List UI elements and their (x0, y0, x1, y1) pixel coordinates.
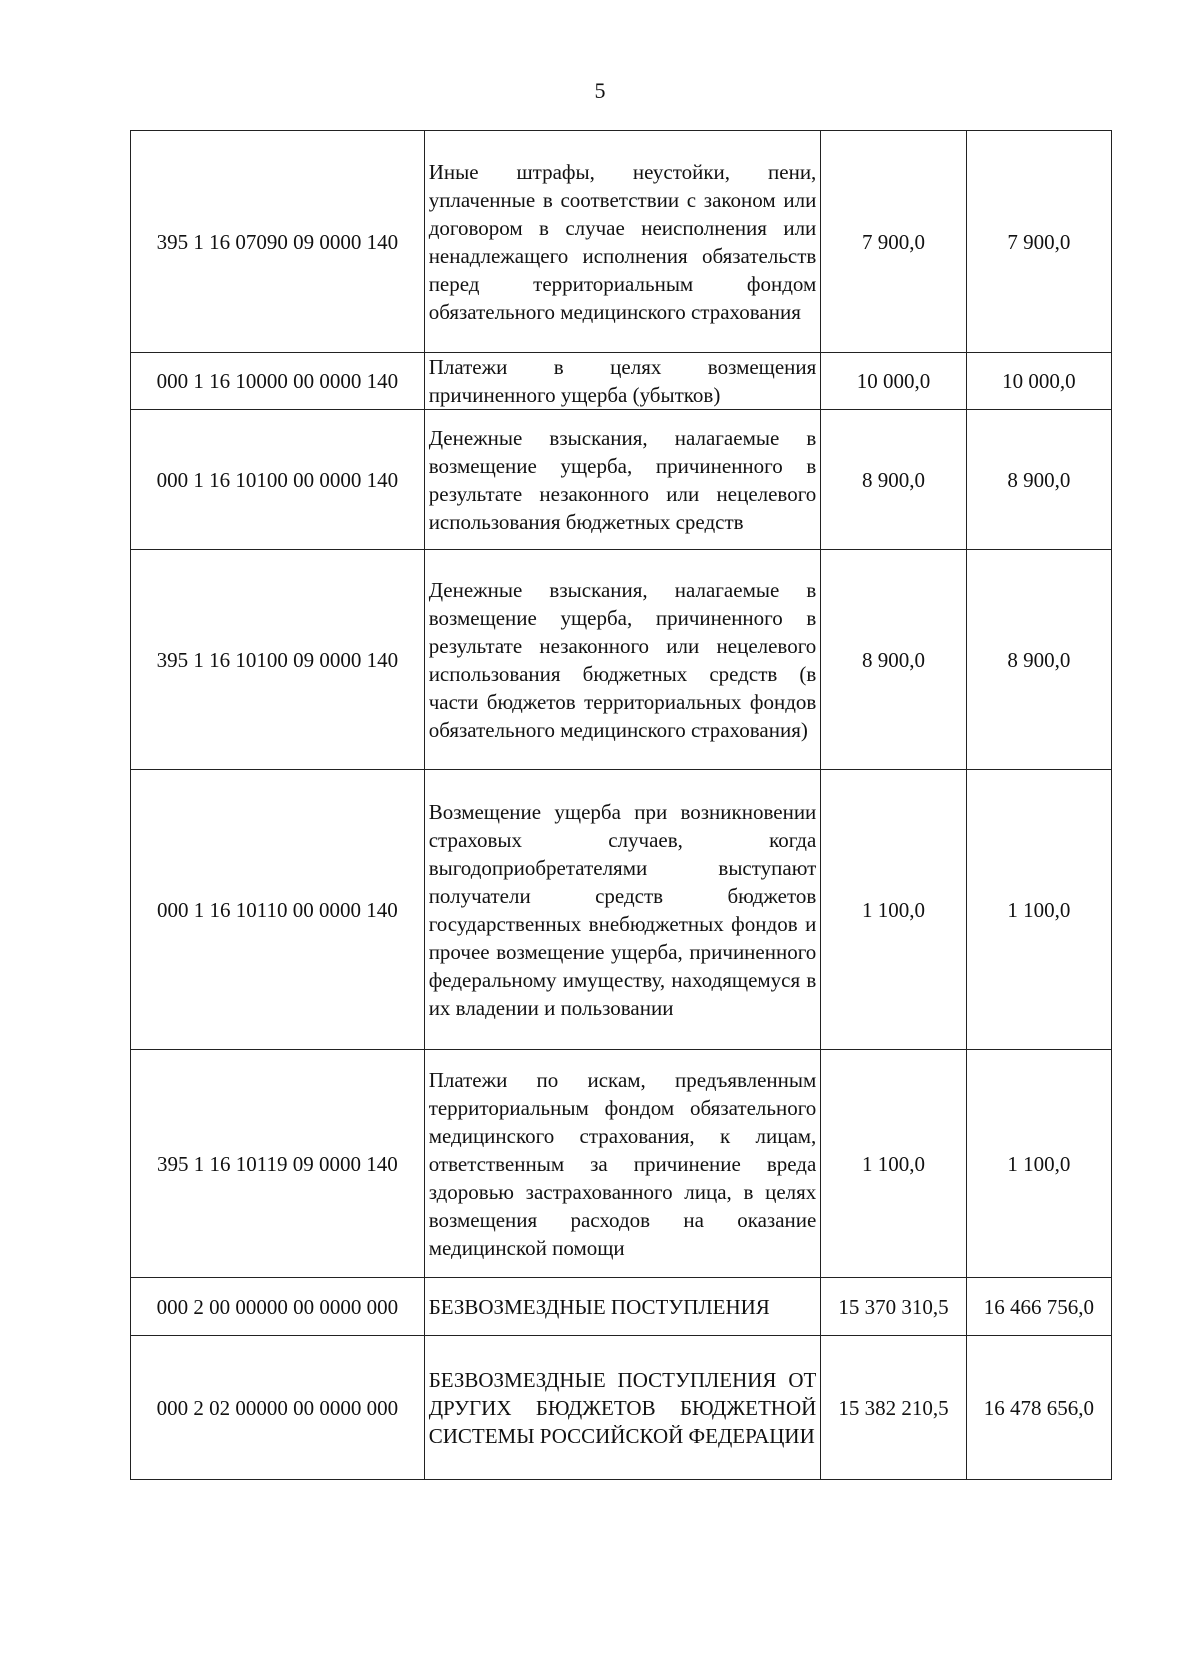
table-row (131, 770, 1112, 1050)
budget-classification-code: 395 1 16 10119 09 0000 140 (131, 1050, 425, 1278)
budget-classification-code: 000 1 16 10110 00 0000 140 (131, 770, 425, 1050)
table-row (131, 1050, 1112, 1278)
revenue-description: Платежи в целях возмещения причиненного ущерба (убытков) (424, 353, 821, 410)
amount-year-1: 10 000,0 (821, 353, 966, 410)
amount-year-1: 1 100,0 (821, 770, 966, 1050)
table-row (131, 410, 1112, 550)
revenue-description: БЕЗВОЗМЕЗДНЫЕ ПОСТУПЛЕНИЯ ОТ ДРУГИХ БЮДЖЕТОВ БЮДЖЕТНОЙ СИСТЕМЫ РОССИЙСКОЙ ФЕДЕРАЦИИ (424, 1336, 821, 1480)
amount-year-2: 1 100,0 (966, 1050, 1111, 1278)
revenue-description: Денежные взыскания, налагаемые в возмещение ущерба, причиненного в результате незаконного или нецелевого использования бюджетных средств (424, 410, 821, 550)
table-row (131, 131, 1112, 353)
amount-year-2: 8 900,0 (966, 550, 1111, 770)
revenue-description: БЕЗВОЗМЕЗДНЫЕ ПОСТУПЛЕНИЯ (424, 1278, 821, 1336)
page-number: 5 (594, 78, 606, 103)
amount-year-2: 16 466 756,0 (966, 1278, 1111, 1336)
amount-year-1: 1 100,0 (821, 1050, 966, 1278)
amount-year-1: 15 370 310,5 (821, 1278, 966, 1336)
amount-year-1: 8 900,0 (821, 550, 966, 770)
amount-year-2: 1 100,0 (966, 770, 1111, 1050)
amount-year-1: 7 900,0 (821, 131, 966, 353)
budget-classification-code: 395 1 16 10100 09 0000 140 (131, 550, 425, 770)
budget-classification-code: 000 2 02 00000 00 0000 000 (131, 1336, 425, 1480)
budget-classification-code: 000 1 16 10100 00 0000 140 (131, 410, 425, 550)
revenue-description: Иные штрафы, неустойки, пени, уплаченные в соответствии с законом или договором в случае неисполнения или ненадлежащего исполнения обязательств перед территориальным фондом обязательного медицинского страхования (424, 131, 821, 353)
amount-year-2: 16 478 656,0 (966, 1336, 1111, 1480)
table-row (131, 1336, 1112, 1480)
budget-classification-code: 000 1 16 10000 00 0000 140 (131, 353, 425, 410)
revenue-description: Платежи по искам, предъявленным территориальным фондом обязательного медицинского страхования, к лицам, ответственным за причинение вреда здоровью застрахованного лица, в целях возмещения расходов на оказание медицинской помощи (424, 1050, 821, 1278)
amount-year-2: 7 900,0 (966, 131, 1111, 353)
table-row (131, 550, 1112, 770)
budget-revenue-table (130, 130, 1112, 1480)
amount-year-1: 15 382 210,5 (821, 1336, 966, 1480)
amount-year-2: 10 000,0 (966, 353, 1111, 410)
revenue-description: Денежные взыскания, налагаемые в возмещение ущерба, причиненного в результате незаконного или нецелевого использования бюджетных средств (в части бюджетов территориальных фондов обязательного медицинского страхования) (424, 550, 821, 770)
revenue-description: Возмещение ущерба при возникновении страховых случаев, когда выгодоприобретателями выступают получатели средств бюджетов государственных внебюджетных фондов и прочее возмещение ущерба, причиненного федеральному имуществу, находящемуся в их владении и пользовании (424, 770, 821, 1050)
amount-year-2: 8 900,0 (966, 410, 1111, 550)
budget-classification-code: 000 2 00 00000 00 0000 000 (131, 1278, 425, 1336)
table-row (131, 353, 1112, 410)
amount-year-1: 8 900,0 (821, 410, 966, 550)
budget-classification-code: 395 1 16 07090 09 0000 140 (131, 131, 425, 353)
table-row (131, 1278, 1112, 1336)
